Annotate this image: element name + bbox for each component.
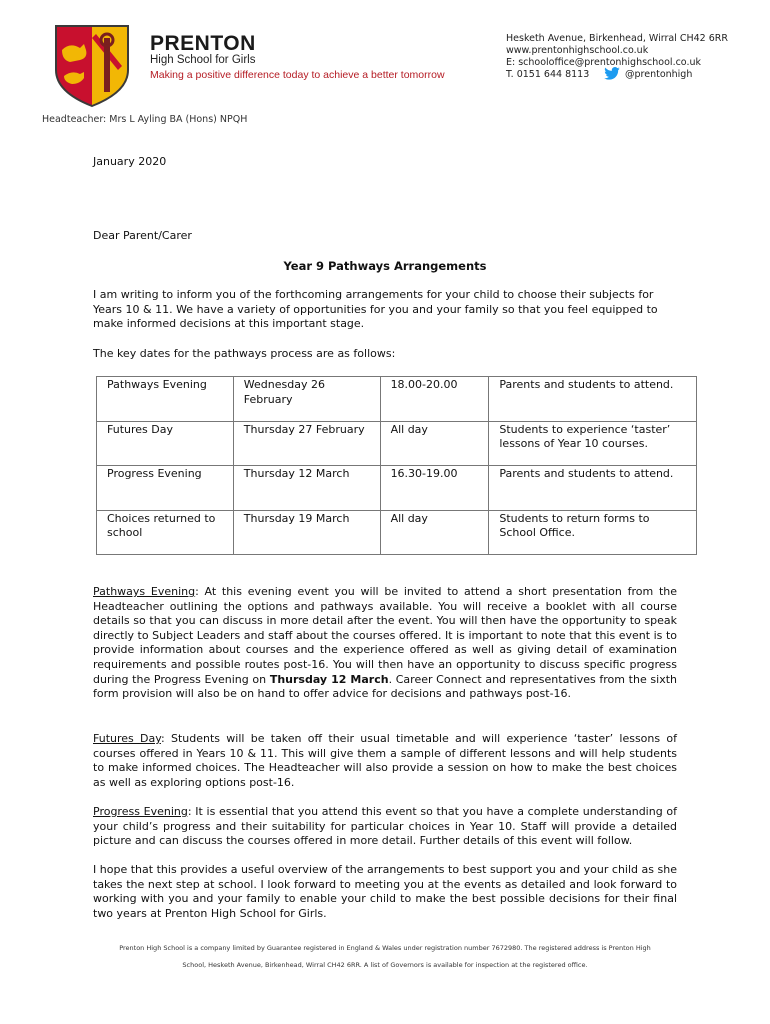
futures-day-text: : Students will be taken off their usual timetable and will experience ‘taster’ lessons of courses offered in Years 10 & 11. This will give them a sample of different lessons and will help students to make informed choices. The Headteacher will also provide a session on how to make the best choices as well as exploring options post-16. [93,732,677,789]
event-date-cell: Thursday 12 March [233,466,380,511]
event-time-cell: All day [380,510,489,555]
pathways-evening-paragraph [93,585,677,702]
event-note-cell: Students to return forms to School Office. [489,510,697,555]
event-date-cell: Thursday 27 February [233,421,380,466]
pathways-evening-text-1: : At this evening event you will be invited to attend a short presentation from the Headteacher outlining the options and pathways available. You will receive a booklet with all course details so that you can discuss in more detail after the event. You will then have the opportunity to speak directly to Subject Leaders and staff about the courses offered. It is important to note that this event is to provide information about courses and the experience offered as well as giving detail of examination requirements and possible routes post-16. You will then have an opportunity to discuss specific progress during the Progress Evening on [93,585,677,686]
progress-evening-text: : It is essential that you attend this event so that you have a complete understanding of your child’s progress and their suitability for particular choices in Year 10. Staff will provide a detailed picture and can discuss the courses offered in more detail. Further details of this event will follow. [93,805,677,848]
pathways-evening-heading: Pathways Evening [93,585,196,598]
school-name: PRENTON [150,32,256,55]
letter-title: Year 9 Pathways Arrangements [283,259,487,273]
pathways-evening-text-2: . Career Connect and representatives from the sixth form provision will also be on hand to offer advice for decisions and pathways post-16. [93,672,677,701]
event-date-cell: Wednesday 26 February [233,377,380,422]
event-time-cell: 16.30-19.00 [380,466,489,511]
footer-line-1: Prenton High School is a company limited by Guarantee registered in England & Wales under registration number 7672980. The registered address is Prenton High [119,944,651,952]
table-row [97,510,697,555]
progress-evening-heading: Progress Evening [93,805,188,818]
school-crest-logo [50,20,134,108]
key-dates-table [96,376,697,555]
pathways-evening-bold-date: Thursday 12 March [269,672,389,686]
event-note-cell: Parents and students to attend. [489,466,697,511]
event-name-cell: Choices returned to school [97,510,234,555]
school-subtitle: High School for Girls [150,54,256,66]
letter-salutation: Dear Parent/Carer [93,229,192,242]
table-row [97,377,697,422]
event-note-cell: Parents and students to attend. [489,377,697,422]
event-name-cell: Progress Evening [97,466,234,511]
event-time-cell: 18.00-20.00 [380,377,489,422]
event-note-cell: Students to experience ‘taster’ lessons of Year 10 courses. [489,421,697,466]
event-time-cell: All day [380,421,489,466]
table-row [97,466,697,511]
event-name-cell: Pathways Evening [97,377,234,422]
intro-paragraph: I am writing to inform you of the forthcoming arrangements for your child to choose their subjects for Years 10 & 11. We have a variety of opportunities for you and your family so that you feel equipped to make informed decisions at this important stage. [93,288,658,331]
school-address: Hesketh Avenue, Birkenhead, Wirral CH42 6RR [506,33,728,44]
school-twitter-handle: @prentonhigh [625,69,693,80]
school-website: www.prentonhighschool.co.uk [506,45,649,56]
table-row [97,421,697,466]
progress-evening-paragraph [93,805,677,849]
letter-date: January 2020 [93,155,167,168]
school-phone: T. 0151 644 8113 [506,69,590,80]
footer-line-2: School, Hesketh Avenue, Birkenhead, Wirral CH42 6RR. A list of Governors is available for inspection at the registered office. [182,961,588,969]
key-dates-intro: The key dates for the pathways process are as follows: [93,347,396,360]
event-date-cell: Thursday 19 March [233,510,380,555]
school-email: E: schooloffice@prentonhighschool.co.uk [506,57,701,68]
school-motto: Making a positive difference today to achieve a better tomorrow [150,69,445,81]
futures-day-paragraph [93,732,677,790]
twitter-icon [604,67,620,80]
event-name-cell: Futures Day [97,421,234,466]
futures-day-heading: Futures Day [93,732,161,745]
closing-paragraph: I hope that this provides a useful overview of the arrangements to best support you and your child as she takes the next step at school. I look forward to meeting you at the events as detailed and look forward to working with you and your family to enable your child to make the best possible decisions for their final two years at Prenton High School for Girls. [93,863,677,920]
headteacher-line: Headteacher: Mrs L Ayling BA (Hons) NPQH [42,114,248,125]
